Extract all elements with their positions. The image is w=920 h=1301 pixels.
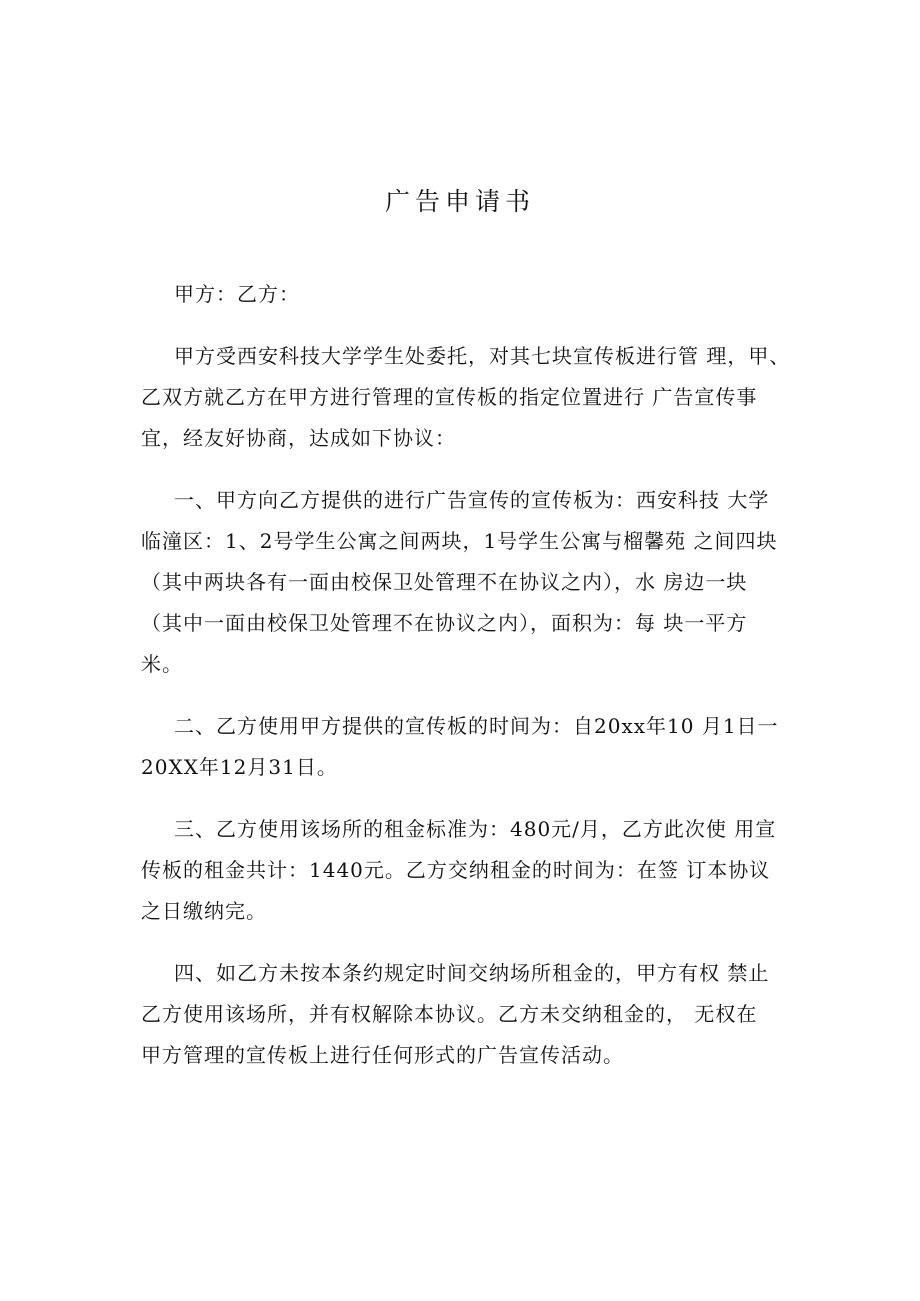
- text-line: （其中一面由校保卫处管理不在协议之内），面积为：每 块一平方: [141, 611, 748, 635]
- paragraph-preamble: [141, 336, 791, 459]
- text-line: 米。: [141, 652, 183, 676]
- text-line: 之日缴纳完。: [141, 899, 267, 923]
- text-line: 乙双方就乙方在甲方进行管理的宣传板的指定位置进行 广告宣传事: [141, 385, 758, 409]
- text-line: 传板的租金共计：1440元。乙方交纳租金的时间为：在签 订本协议: [141, 858, 771, 882]
- paragraph-clause-3: [141, 809, 786, 932]
- text-line: 宜，经友好协商，达成如下协议：: [141, 426, 456, 450]
- text-line: 三、乙方使用该场所的租金标准为：480元/月，乙方此次使 用宣: [174, 817, 777, 841]
- paragraph-parties: [141, 274, 786, 315]
- text-line: 二、乙方使用甲方提供的宣传板的时间为：自20xx年10 月1日一: [174, 714, 779, 738]
- document-body: [141, 274, 791, 1097]
- paragraph-clause-4: [141, 953, 786, 1076]
- paragraph-clause-1: [141, 480, 786, 685]
- text-line: 一、甲方向乙方提供的进行广告宣传的宣传板为：西安科技 大学: [174, 488, 770, 512]
- text-line: 20XX年12月31日。: [141, 755, 338, 779]
- text-line: 临潼区：1、2号学生公寓之间两块，1号学生公寓与榴馨苑 之间四块: [141, 529, 778, 553]
- document-title: 广告申请书: [384, 187, 535, 216]
- text-line: 四、如乙方未按本条约规定时间交纳场所租金的，甲方有权 禁止: [174, 961, 770, 985]
- text-line: 乙方使用该场所，并有权解除本协议。乙方未交纳租金的， 无权在: [141, 1002, 758, 1026]
- text-line: 甲方管理的宣传板上进行任何形式的广告宣传活动。: [141, 1043, 624, 1067]
- text-line: （其中两块各有一面由校保卫处管理不在协议之内），水 房边一块: [141, 570, 748, 594]
- paragraph-clause-2: [141, 706, 786, 788]
- text-line: 甲方受西安科技大学学生处委托，对其七块宣传板进行管 理，甲、: [174, 344, 791, 368]
- text-line: 甲方：乙方：: [174, 282, 300, 306]
